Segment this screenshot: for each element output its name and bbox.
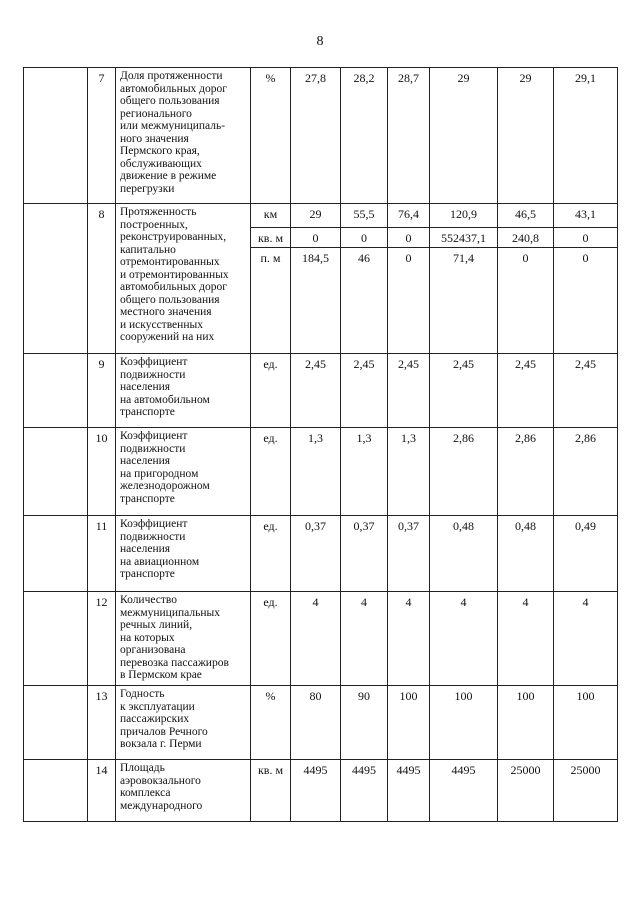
indicator-name-line: аэровокзального [120, 774, 201, 787]
value-cell: 4495 [341, 760, 388, 822]
value-cell: 2,86 [430, 428, 498, 516]
indicator-name [116, 686, 251, 760]
page-number: 8 [316, 34, 324, 49]
value-cell: 29 [291, 204, 341, 228]
value-cell: 240,8 [498, 228, 554, 248]
row-number: 8 [88, 204, 116, 354]
value-cell: 76,4 [388, 204, 430, 228]
table-row [24, 686, 618, 760]
indicator-name-line: подвижности [120, 368, 186, 381]
blank-cell [24, 68, 88, 204]
value-cell: 1,3 [388, 428, 430, 516]
indicator-name-line: на пригородном [120, 467, 199, 480]
indicator-name [116, 592, 251, 686]
unit-cell: кв. м [251, 228, 291, 248]
indicator-name-line: причалов Речного [120, 725, 208, 738]
unit-cell: кв. м [251, 760, 291, 822]
indicator-name-line: построенных, [120, 218, 188, 231]
blank-cell [24, 428, 88, 516]
unit-cell: % [251, 68, 291, 204]
value-cell: 2,45 [430, 354, 498, 428]
value-cell: 2,45 [554, 354, 618, 428]
value-cell: 184,5 [291, 248, 341, 354]
value-cell: 46 [341, 248, 388, 354]
value-cell: 2,86 [554, 428, 618, 516]
blank-cell [24, 354, 88, 428]
indicator-name-line: подвижности [120, 530, 186, 543]
value-cell: 0 [498, 248, 554, 354]
value-cell: 25000 [554, 760, 618, 822]
value-cell: 2,45 [291, 354, 341, 428]
indicator-name [116, 760, 251, 822]
indicator-name-line: Протяженность [120, 206, 197, 218]
row-number: 11 [88, 516, 116, 592]
value-cell: 0 [554, 228, 618, 248]
indicator-name-line: комплекса [120, 787, 171, 799]
value-cell: 4495 [388, 760, 430, 822]
indicator-name-line: сооружений на них [120, 331, 215, 343]
indicator-name-line: Коэффициент [120, 518, 188, 530]
indicator-name-line: на авиационном [120, 555, 200, 568]
indicator-name-line: ного значения [120, 132, 189, 145]
unit-cell: км [251, 204, 291, 228]
value-cell: 1,3 [291, 428, 341, 516]
indicator-name-line: международного [120, 799, 203, 812]
value-cell: 90 [341, 686, 388, 760]
table-row [24, 428, 618, 516]
indicator-name-line: движение в режиме [120, 170, 217, 182]
blank-cell [24, 516, 88, 592]
unit-cell: ед. [251, 354, 291, 428]
row-number: 14 [88, 760, 116, 822]
value-cell: 0 [341, 228, 388, 248]
indicator-name-line: речных линий, [120, 619, 193, 631]
row-number: 10 [88, 428, 116, 516]
value-cell: 4 [498, 592, 554, 686]
indicator-name-line: организована [120, 644, 186, 656]
indicator-name-line: вокзала г. Перми [120, 738, 202, 750]
row-number: 7 [88, 68, 116, 204]
value-cell: 27,8 [291, 68, 341, 204]
indicator-name-line: отремонтированных [120, 256, 220, 268]
indicator-name [116, 204, 251, 354]
row-number: 12 [88, 592, 116, 686]
indicator-name-line: железнодорожном [120, 480, 210, 492]
indicator-name-line: общего пользования [120, 293, 220, 306]
value-cell: 4495 [430, 760, 498, 822]
value-cell: 4 [388, 592, 430, 686]
indicator-name-line: общего пользования [120, 95, 220, 107]
indicator-name-line: в Пермском крае [120, 669, 202, 681]
value-cell: 4 [291, 592, 341, 686]
indicator-name-line: транспорте [120, 568, 175, 580]
indicator-name-line: капитально [120, 243, 176, 256]
value-cell: 28,2 [341, 68, 388, 204]
value-cell: 46,5 [498, 204, 554, 228]
value-cell: 25000 [498, 760, 554, 822]
indicator-name-line: пассажирских [120, 713, 190, 725]
value-cell: 100 [430, 686, 498, 760]
value-cell: 28,7 [388, 68, 430, 204]
value-cell: 100 [498, 686, 554, 760]
value-cell: 1,3 [341, 428, 388, 516]
indicator-name [116, 354, 251, 428]
value-cell: 4 [341, 592, 388, 686]
value-cell: 2,45 [341, 354, 388, 428]
value-cell: 71,4 [430, 248, 498, 354]
indicator-name-line: Площадь [120, 762, 165, 774]
indicator-name-line: межмуниципальных [120, 606, 220, 619]
value-cell: 0,49 [554, 516, 618, 592]
table-row [24, 760, 618, 822]
indicator-name-line: автомобильных дорог [120, 281, 227, 293]
blank-cell [24, 204, 88, 354]
value-cell: 552437,1 [430, 228, 498, 248]
value-cell: 2,45 [498, 354, 554, 428]
value-cell: 43,1 [554, 204, 618, 228]
indicator-name-line: Доля протяженности [120, 70, 223, 82]
value-cell: 0,37 [388, 516, 430, 592]
indicator-name [116, 68, 251, 204]
value-cell: 0,37 [291, 516, 341, 592]
value-cell: 80 [291, 686, 341, 760]
value-cell: 4 [430, 592, 498, 686]
indicator-name-line: Годность [120, 688, 165, 700]
value-cell: 2,86 [498, 428, 554, 516]
table-row [24, 592, 618, 686]
value-cell: 2,45 [388, 354, 430, 428]
indicator-name-line: на которых [120, 631, 175, 644]
unit-cell: ед. [251, 428, 291, 516]
value-cell: 0 [388, 228, 430, 248]
indicator-name-line: населения [120, 543, 171, 555]
indicator-name-line: реконструированных, [120, 231, 227, 243]
value-cell: 29 [498, 68, 554, 204]
value-cell: 0 [388, 248, 430, 354]
indicator-name-line: и искусственных [120, 318, 203, 331]
unit-cell: % [251, 686, 291, 760]
value-cell: 100 [388, 686, 430, 760]
value-cell: 29 [430, 68, 498, 204]
indicator-name-line: местного значения [120, 306, 212, 318]
indicator-name-line: Коэффициент [120, 430, 188, 442]
value-cell: 29,1 [554, 68, 618, 204]
value-cell: 0,48 [430, 516, 498, 592]
row-number: 9 [88, 354, 116, 428]
indicator-name-line: Коэффициент [120, 356, 188, 368]
indicator-name-line: регионального [120, 107, 192, 120]
row-number: 13 [88, 686, 116, 760]
unit-cell: ед. [251, 592, 291, 686]
value-cell: 0 [291, 228, 341, 248]
indicator-name-line: подвижности [120, 442, 186, 455]
value-cell: 0,48 [498, 516, 554, 592]
table-row [24, 354, 618, 428]
indicator-name-line: транспорте [120, 492, 175, 505]
value-cell: 100 [554, 686, 618, 760]
indicator-name-line: на автомобильном [120, 393, 210, 406]
value-cell: 120,9 [430, 204, 498, 228]
indicator-name-line: перевозка пассажиров [120, 656, 229, 669]
indicator-name-line: к эксплуатации [120, 700, 195, 713]
indicator-name-line: перегрузки [120, 182, 175, 195]
indicator-name [116, 428, 251, 516]
unit-cell: п. м [251, 248, 291, 354]
indicator-name-line: автомобильных дорог [120, 82, 227, 95]
table-row [24, 68, 618, 204]
indicators-table [23, 67, 618, 822]
unit-cell: ед. [251, 516, 291, 592]
blank-cell [24, 686, 88, 760]
value-cell: 55,5 [341, 204, 388, 228]
indicator-name [116, 516, 251, 592]
indicator-name-line: или межмуниципаль- [120, 120, 226, 132]
value-cell: 4495 [291, 760, 341, 822]
table-row [24, 516, 618, 592]
indicator-name-line: и отремонтированных [120, 268, 229, 281]
indicator-name-line: транспорте [120, 406, 175, 418]
indicator-name-line: населения [120, 381, 171, 393]
indicator-name-line: населения [120, 455, 171, 467]
table-row [24, 204, 618, 228]
indicator-name-line: Количество [120, 594, 177, 606]
value-cell: 0 [554, 248, 618, 354]
value-cell: 4 [554, 592, 618, 686]
value-cell: 0,37 [341, 516, 388, 592]
blank-cell [24, 592, 88, 686]
indicator-name-line: обслуживающих [120, 157, 202, 170]
blank-cell [24, 760, 88, 822]
indicator-name-line: Пермского края, [120, 145, 200, 157]
